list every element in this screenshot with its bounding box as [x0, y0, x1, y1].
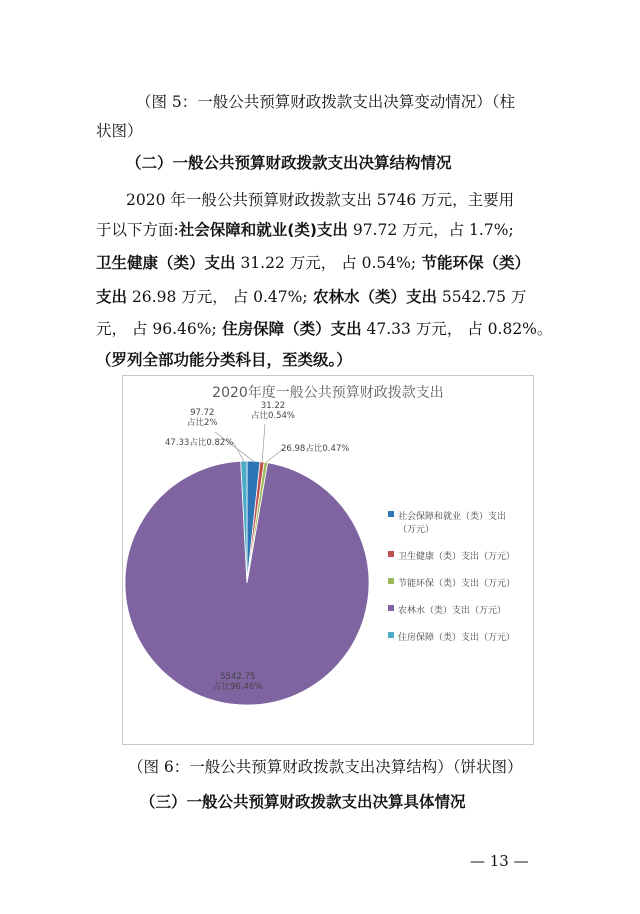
chart-title: 2020年度一般公共预算财政拨款支出: [212, 385, 444, 401]
legend-label: 卫生健康（类）支出（万元）: [398, 552, 516, 562]
category-agriculture: 农林水（类）支出: [307, 288, 437, 306]
paragraph-text: 97.72 万元，占 1.7%;: [347, 221, 514, 239]
section-heading-3: （三）一般公共预算财政拨款支出决算具体情况: [140, 793, 466, 811]
pie-chart: [122, 375, 534, 745]
paragraph-line-1: 2020 年一般公共预算财政拨款支出 5746 万元，主要用: [126, 191, 515, 209]
paragraph-line-3: [96, 253, 530, 273]
category-housing: 住房保障（类）支出: [216, 320, 362, 338]
legend-label: 社会保障和就业（类）支出 （万元）: [398, 512, 507, 535]
figure6-caption: （图 6：一般公共预算财政拨款支出决算结构）（饼状图）: [128, 758, 523, 776]
legend-swatch: [388, 551, 394, 557]
legend-swatch: [388, 511, 394, 517]
figure5-caption-line2: 状图）: [96, 122, 143, 140]
category-social-security: 社会保障和就业(类)支出: [178, 221, 348, 239]
paragraph-text: 5542.75 万: [436, 288, 527, 306]
leader-line: [262, 424, 265, 462]
paragraph-line-5: [96, 319, 552, 339]
legend-label: 住房保障（类）支出（万元）: [398, 633, 516, 643]
category-energy-env: 节能环保（类）: [416, 254, 530, 272]
label-housing: 47.33占比0.82%: [165, 438, 234, 448]
label-social-security: 97.72 占比2%: [187, 408, 218, 428]
legend-swatch: [388, 578, 394, 584]
legend-item: [388, 603, 530, 616]
legend-swatch: [388, 605, 394, 611]
leader-line: [233, 442, 244, 461]
paragraph-text: 元， 占 96.46%;: [96, 320, 217, 338]
note-line: （罗列全部功能分类科目，至类级。）: [96, 351, 352, 369]
label-health: 31.22 占比0.54%: [251, 401, 296, 421]
paragraph-text: 26.98 万元， 占 0.47%;: [127, 288, 308, 306]
paragraph-text: 47.33 万元， 占 0.82%。: [361, 320, 553, 338]
legend-item: [388, 630, 530, 643]
legend-swatch: [388, 632, 394, 638]
paragraph-text: 31.22 万元， 占 0.54%;: [235, 254, 417, 272]
legend-item: [388, 549, 530, 562]
category-health: 卫生健康（类）支出: [96, 254, 236, 272]
legend-item: [388, 509, 530, 535]
legend-item: [388, 576, 530, 589]
label-agriculture: 5542.75 占比96.46%: [213, 672, 263, 692]
paragraph-line-2: [96, 220, 514, 240]
paragraph-line-4: [96, 287, 526, 307]
figure5-caption-line1: （图 5：一般公共预算财政拨款支出决算变动情况）（柱: [136, 93, 516, 111]
section-heading-2: （二）一般公共预算财政拨款支出决算结构情况: [126, 154, 452, 172]
paragraph-text: 于以下方面:: [96, 221, 179, 239]
legend-label: 农林水（类）支出（万元）: [398, 606, 507, 616]
legend-label: 节能环保（类）支出（万元）: [398, 579, 516, 589]
page-number: — 13 —: [470, 852, 529, 870]
category-energy-env-cont: 支出: [96, 288, 128, 306]
chart-legend: [388, 509, 530, 657]
label-energy-env: 26.98占比0.47%: [281, 444, 350, 454]
